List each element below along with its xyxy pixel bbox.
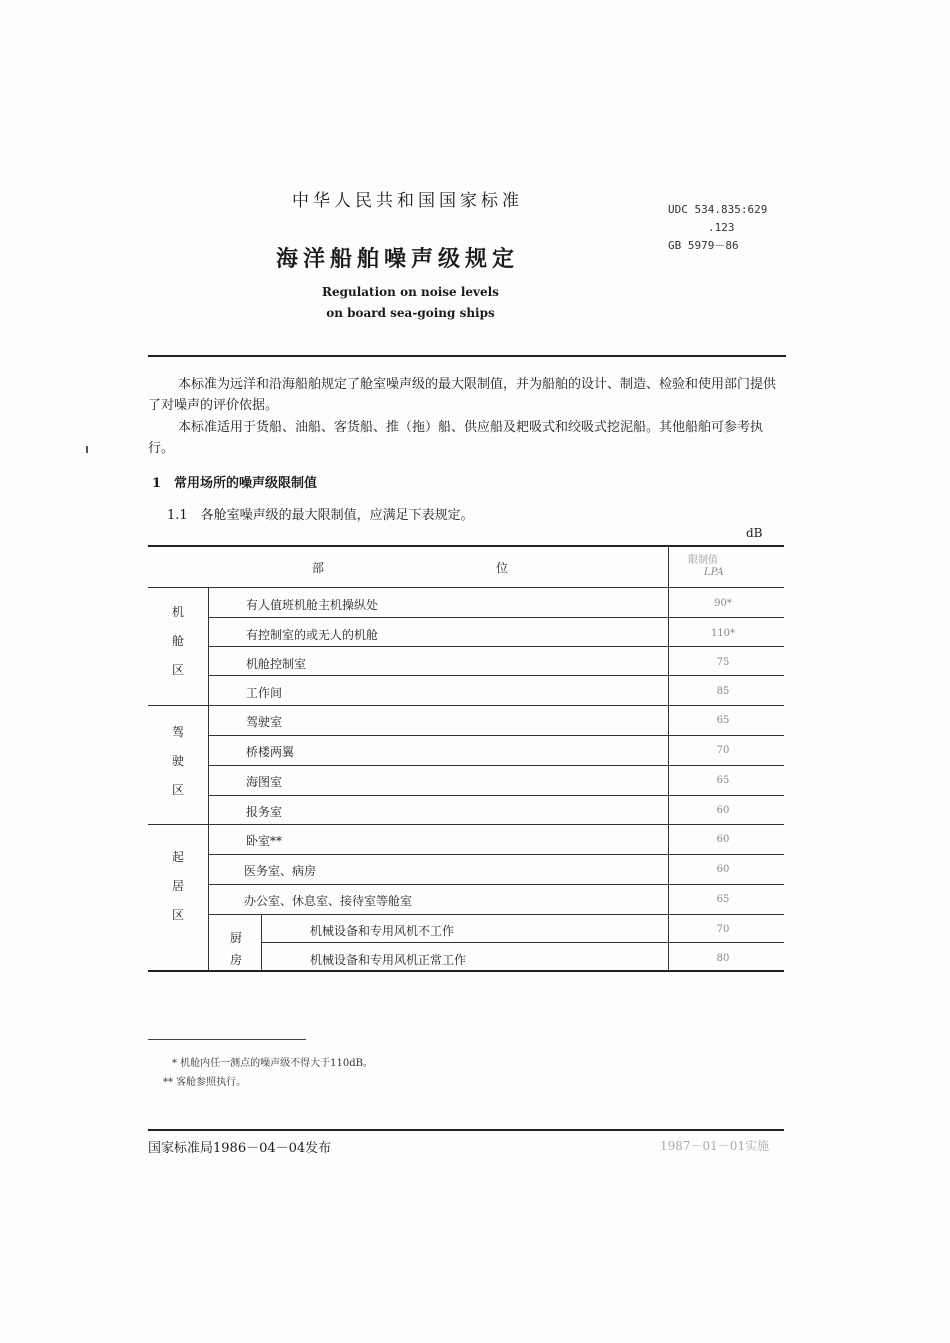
footnote-1: * 机舱内任一测点的噪声级不得大于110dB。 xyxy=(172,1058,374,1069)
row-value: 75 xyxy=(716,657,730,668)
row-value: 70 xyxy=(716,924,730,935)
group-label-bridge-1: 驾 xyxy=(171,725,184,739)
header-bottom-rule xyxy=(148,587,784,588)
publisher-line: 国家标准局1986－04－04发布 xyxy=(148,1141,332,1156)
row-location: 医务室、病房 xyxy=(244,864,317,878)
paragraph-scope-text: 本标准为远洋和沿海船舶规定了舱室噪声级的最大限制值，并为船舶的设计、制造、检验和使用部门提供了对噪声的评价依据。 xyxy=(148,377,777,413)
row-location: 机械设备和专用风机不工作 xyxy=(310,924,455,938)
implementation-line: 1987－01－01实施 xyxy=(660,1139,770,1153)
group-label-bridge-2: 驶 xyxy=(171,754,184,768)
row-location: 办公室、休息室、接待室等舱室 xyxy=(244,894,413,908)
row-rule xyxy=(208,735,784,736)
row-value: 60 xyxy=(716,805,730,816)
group-label-living-3: 区 xyxy=(171,908,184,922)
group-label-engine-3: 区 xyxy=(171,663,184,677)
row-value: 85 xyxy=(716,686,730,697)
row-rule xyxy=(208,675,784,676)
noise-limit-table xyxy=(148,545,784,971)
header-divider-vertical xyxy=(668,545,669,587)
row-rule xyxy=(208,854,784,855)
row-value: 110* xyxy=(710,628,736,639)
row-rule xyxy=(208,617,784,618)
header-limit-b: LPA xyxy=(704,567,724,578)
row-value: 65 xyxy=(716,715,730,726)
row-location: 机舱控制室 xyxy=(246,657,307,671)
header-location-b: 位 xyxy=(496,561,509,575)
galley-label xyxy=(230,927,242,971)
table-top-rule xyxy=(148,545,784,547)
row-location: 报务室 xyxy=(246,805,283,819)
header-limit-a: 限制值 xyxy=(688,555,718,566)
row-rule xyxy=(208,646,784,647)
row-location: 驾驶室 xyxy=(246,715,283,729)
section-heading-1: 1 常用场所的噪声级限制值 xyxy=(152,476,318,491)
row-rule xyxy=(208,914,784,915)
galley-label-1: 厨 xyxy=(230,931,243,945)
standard-title: 中华人民共和国国家标准 xyxy=(292,191,523,211)
table-bottom-rule xyxy=(148,970,784,972)
margin-mark xyxy=(86,446,88,453)
row-location: 有人值班机舱主机操纵处 xyxy=(246,598,379,612)
row-rule xyxy=(208,795,784,796)
row-location: 工作间 xyxy=(246,686,283,700)
row-rule xyxy=(208,765,784,766)
unit-label: dB xyxy=(746,526,763,540)
english-title xyxy=(322,282,499,324)
classification-codes xyxy=(668,201,767,255)
footnote-divider xyxy=(148,1039,306,1040)
footnote-2: ** 客舱参照执行。 xyxy=(163,1077,247,1088)
row-value: 60 xyxy=(716,864,730,875)
group-label-living-2: 居 xyxy=(171,879,184,893)
header-divider xyxy=(148,355,786,357)
paragraph-applicability-text: 本标准适用于货船、油船、客货船、推（拖）船、供应船及耙吸式和绞吸式挖泥船。其他船舶可参考执行。 xyxy=(148,420,764,456)
row-value: 65 xyxy=(716,894,730,905)
row-value: 90* xyxy=(714,598,732,609)
row-location: 机械设备和专用风机正常工作 xyxy=(310,953,467,967)
section-heading-1-1: 1.1 各舱室噪声级的最大限制值，应满足下表规定。 xyxy=(167,508,474,523)
group-label-bridge-3: 区 xyxy=(171,783,184,797)
row-rule xyxy=(208,884,784,885)
group-rule xyxy=(148,705,784,706)
group-rule xyxy=(148,824,784,825)
main-title: 海洋船舶噪声级规定 xyxy=(276,246,520,272)
udc-line1: UDC 534.835:629 xyxy=(668,203,768,216)
row-rule xyxy=(261,942,784,943)
group-label-engine xyxy=(148,598,208,685)
footer-divider xyxy=(148,1129,784,1131)
gb-number: GB 5979－86 xyxy=(668,239,739,252)
row-value: 65 xyxy=(716,775,730,786)
galley-label-2: 房 xyxy=(230,953,243,967)
english-title-line2: on board sea-going ships xyxy=(326,306,495,320)
english-title-line1: Regulation on noise levels xyxy=(322,285,499,299)
row-value: 60 xyxy=(716,834,730,845)
group-label-living-1: 起 xyxy=(171,850,184,864)
row-location: 桥楼两翼 xyxy=(246,745,295,759)
row-value: 80 xyxy=(716,953,730,964)
row-location: 海图室 xyxy=(246,775,283,789)
row-location: 有控制室的或无人的机舱 xyxy=(246,628,379,642)
group-label-engine-1: 机 xyxy=(171,605,184,619)
header-location-a: 部 xyxy=(312,561,325,575)
row-location: 卧室** xyxy=(246,834,283,848)
row-value: 70 xyxy=(716,745,730,756)
group-label-engine-2: 舱 xyxy=(171,634,184,648)
group-label-living xyxy=(148,843,208,930)
paragraph-scope xyxy=(148,374,788,416)
udc-line2: .123 xyxy=(708,221,735,234)
group-label-bridge xyxy=(148,718,208,805)
paragraph-applicability xyxy=(148,417,788,459)
